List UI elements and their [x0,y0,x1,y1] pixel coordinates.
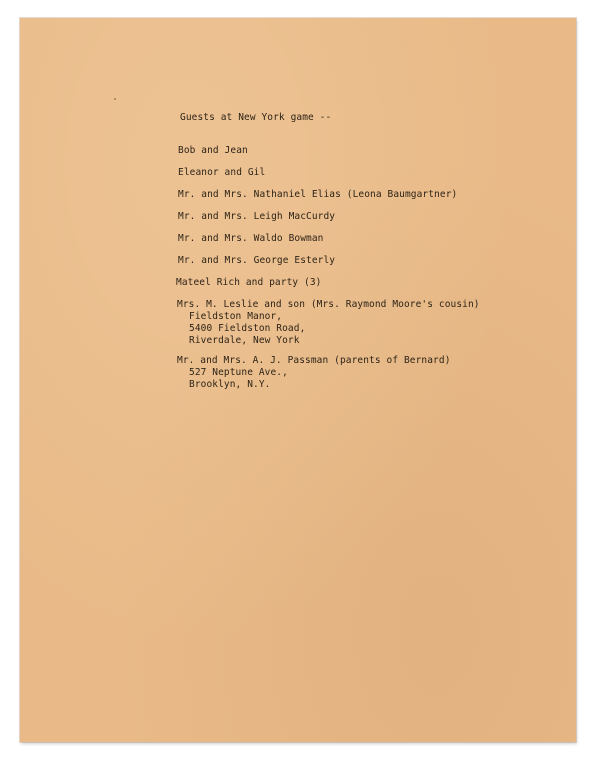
address-line: 527 Neptune Ave., [189,367,288,378]
guest-entry: Mr. and Mrs. Waldo Bowman [178,233,324,244]
guest-name: Mr. and Mrs. A. J. Passman (parents of Bernard) [177,355,451,366]
guest-name: Mrs. M. Leslie and son (Mrs. Raymond Moore's cousin) [177,299,480,310]
address-line: 5400 Fieldston Road, [189,323,306,334]
document-heading: Guests at New York game -- [180,112,332,123]
paper-speck [114,98,116,100]
guest-entry-with-address [177,355,451,391]
guest-entry: Bob and Jean [178,145,248,156]
document-page [20,18,576,742]
address-line: Fieldston Manor, [189,311,283,322]
address-line: Brooklyn, N.Y. [189,379,271,390]
guest-entry: Mr. and Mrs. Nathaniel Elias (Leona Baumgartner) [178,189,458,200]
guest-entry: Mr. and Mrs. George Esterly [178,255,336,266]
guest-entry: Mr. and Mrs. Leigh MacCurdy [178,211,336,222]
guest-entry: Mateel Rich and party (3) [176,277,322,288]
address-line: Riverdale, New York [189,335,300,346]
guest-entry: Eleanor and Gil [178,167,266,178]
guest-entry-with-address [177,299,480,347]
